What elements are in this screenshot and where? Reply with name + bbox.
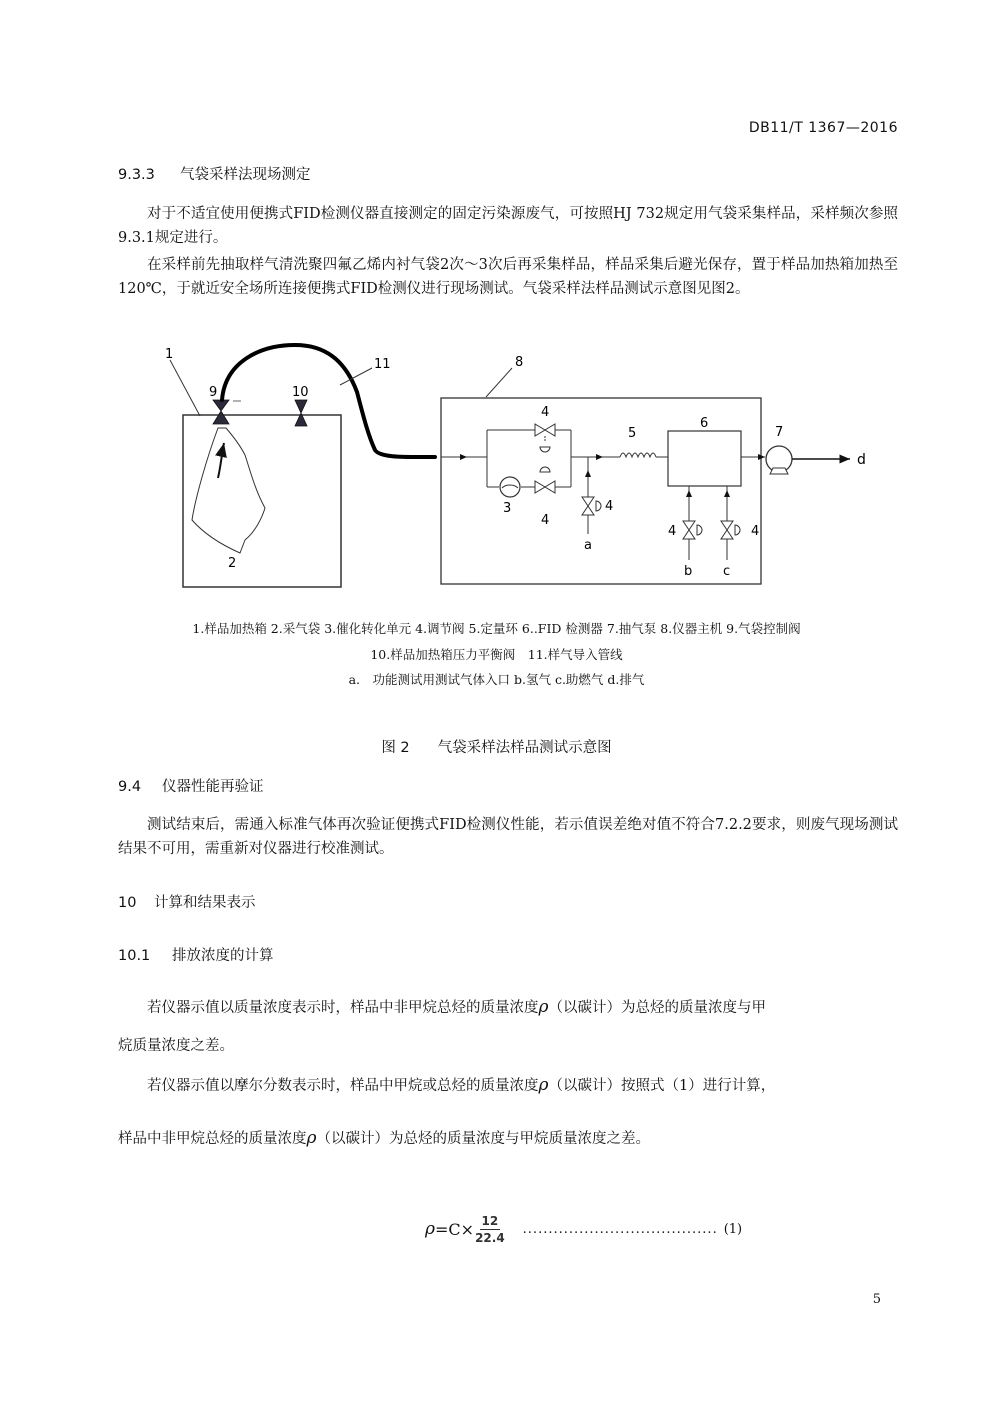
section-number: 9.3.3 (118, 167, 155, 183)
label-9: 9 (209, 385, 218, 400)
label-4: 4 (668, 524, 677, 539)
fraction-numerator: 12 (481, 1213, 499, 1228)
label-c: c (723, 564, 731, 579)
bag-control-valve-icon (213, 400, 229, 424)
formula-fraction (475, 1214, 505, 1245)
valve-actuator (735, 525, 740, 535)
figure-legend-line2: 10.样品加热箱压力平衡阀 11.样气导入管线 (370, 647, 623, 662)
paragraph (118, 1073, 898, 1098)
formula-number: (1) (723, 1221, 743, 1237)
regulating-valve-icon (582, 497, 594, 515)
text: 若仪器示值以摩尔分数表示时，样品中甲烷或总烃的质量浓度 (147, 1078, 539, 1094)
valve-actuator (540, 447, 550, 452)
figure-number: 图 2 (381, 740, 410, 756)
valve-actuator (697, 525, 702, 535)
label-2: 2 (228, 556, 237, 571)
paragraph-continuation (118, 1126, 898, 1151)
section-10-heading (118, 891, 256, 912)
rho-symbol: ρ (538, 997, 549, 1017)
text: 样品中非甲烷总烃的质量浓度 (118, 1131, 307, 1147)
instrument-host (441, 398, 761, 584)
label-8: 8 (515, 355, 524, 370)
section-number: 9.4 (118, 779, 142, 795)
label-10: 10 (292, 385, 309, 400)
label-3: 3 (503, 501, 512, 516)
leader-line (486, 368, 512, 397)
pump-base (770, 468, 788, 474)
quantitative-loop (620, 453, 656, 457)
regulating-valve-icon (721, 521, 733, 539)
label-1: 1 (165, 347, 174, 362)
paragraph: 在采样前先抽取样气清洗聚四氟乙烯内衬气袋2次～3次后再采集样品，样品采集后避光保存，置于样品加热箱加热至120℃，于就近安全场所连接便携式FID检测仪进行现场测试。气袋采样法样品测试示意图见图2。 (118, 257, 898, 297)
section-9-4-heading (118, 775, 264, 796)
text: 若仪器示值以质量浓度表示时，样品中非甲烷总烃的质量浓度 (147, 1000, 539, 1016)
section-10-1-heading (118, 944, 274, 965)
label-4: 4 (751, 524, 760, 539)
formula-middle: =C× (435, 1219, 475, 1239)
valve-actuator (540, 467, 550, 472)
sampling-diagram (0, 340, 993, 600)
figure-title: 气袋采样法样品测试示意图 (437, 740, 612, 756)
label-4: 4 (541, 405, 550, 420)
label-7: 7 (775, 425, 784, 440)
sampling-bag (192, 428, 265, 553)
label-4: 4 (605, 499, 614, 514)
figure-legend-line3: a. 功能测试用测试气体入口 b.氢气 c.助燃气 d.排气 (348, 672, 645, 687)
document-id: DB11/T 1367—2016 (748, 120, 898, 136)
label-4: 4 (541, 513, 550, 528)
regulating-valve-icon (535, 424, 555, 436)
text: （以碳计）为总烃的质量浓度与甲烷质量浓度之差。 (316, 1131, 650, 1147)
page-number: 5 (872, 1292, 881, 1307)
rho-symbol: ρ (538, 1075, 549, 1095)
sample-inlet-line (222, 345, 435, 457)
regulating-valve-icon (535, 481, 555, 493)
paragraph: 对于不适宜使用便携式FID检测仪器直接测定的固定污染源废气，可按照HJ 732规定用气袋采集样品，采样频次参照9.3.1规定进行。 (118, 206, 898, 246)
rho-symbol: ρ (306, 1128, 317, 1148)
formula-lhs: ρ (425, 1219, 435, 1239)
formula-leader-dots: ...................................... (522, 1221, 718, 1237)
paragraph-continuation: 烷质量浓度之差。 (118, 1038, 234, 1054)
fraction-denominator: 22.4 (475, 1230, 505, 1245)
text: （以碳计）按照式（1）进行计算， (548, 1078, 776, 1094)
section-title: 气袋采样法现场测定 (180, 167, 311, 183)
section-9-3-3-heading (118, 163, 311, 184)
section-title: 计算和结果表示 (154, 895, 256, 911)
figure-legend-line1: 1.样品加热箱 2.采气袋 3.催化转化单元 4.调节阀 5.定量环 6..FID 检测器 7.抽气泵 8.仪器主机 9.气袋控制阀 (192, 621, 801, 636)
flow-arrow-icon (218, 443, 224, 478)
section-number: 10.1 (118, 948, 151, 964)
paragraph: 测试结束后，需通入标准气体再次验证便携式FID检测仪性能，若示值误差绝对值不符合7.2.2要求，则废气现场测试结果不可用，需重新对仪器进行校准测试。 (118, 817, 898, 857)
leader-line (170, 360, 200, 416)
regulating-valve-icon (683, 521, 695, 539)
formula-1 (425, 1207, 742, 1251)
figure-caption (0, 736, 993, 757)
paragraph (118, 995, 898, 1020)
text: （以碳计）为总烃的质量浓度与甲 (548, 1000, 766, 1016)
label-6: 6 (700, 416, 709, 431)
pressure-balance-valve-icon (295, 400, 307, 426)
fid-detector (668, 431, 741, 486)
label-b: b (684, 564, 693, 579)
section-title: 排放浓度的计算 (172, 948, 274, 964)
section-title: 仪器性能再验证 (162, 779, 264, 795)
label-5: 5 (628, 426, 637, 441)
label-d: d (857, 452, 866, 468)
section-number: 10 (118, 895, 137, 911)
label-11: 11 (374, 357, 391, 372)
label-a: a (584, 538, 592, 553)
valve-actuator (596, 501, 601, 511)
